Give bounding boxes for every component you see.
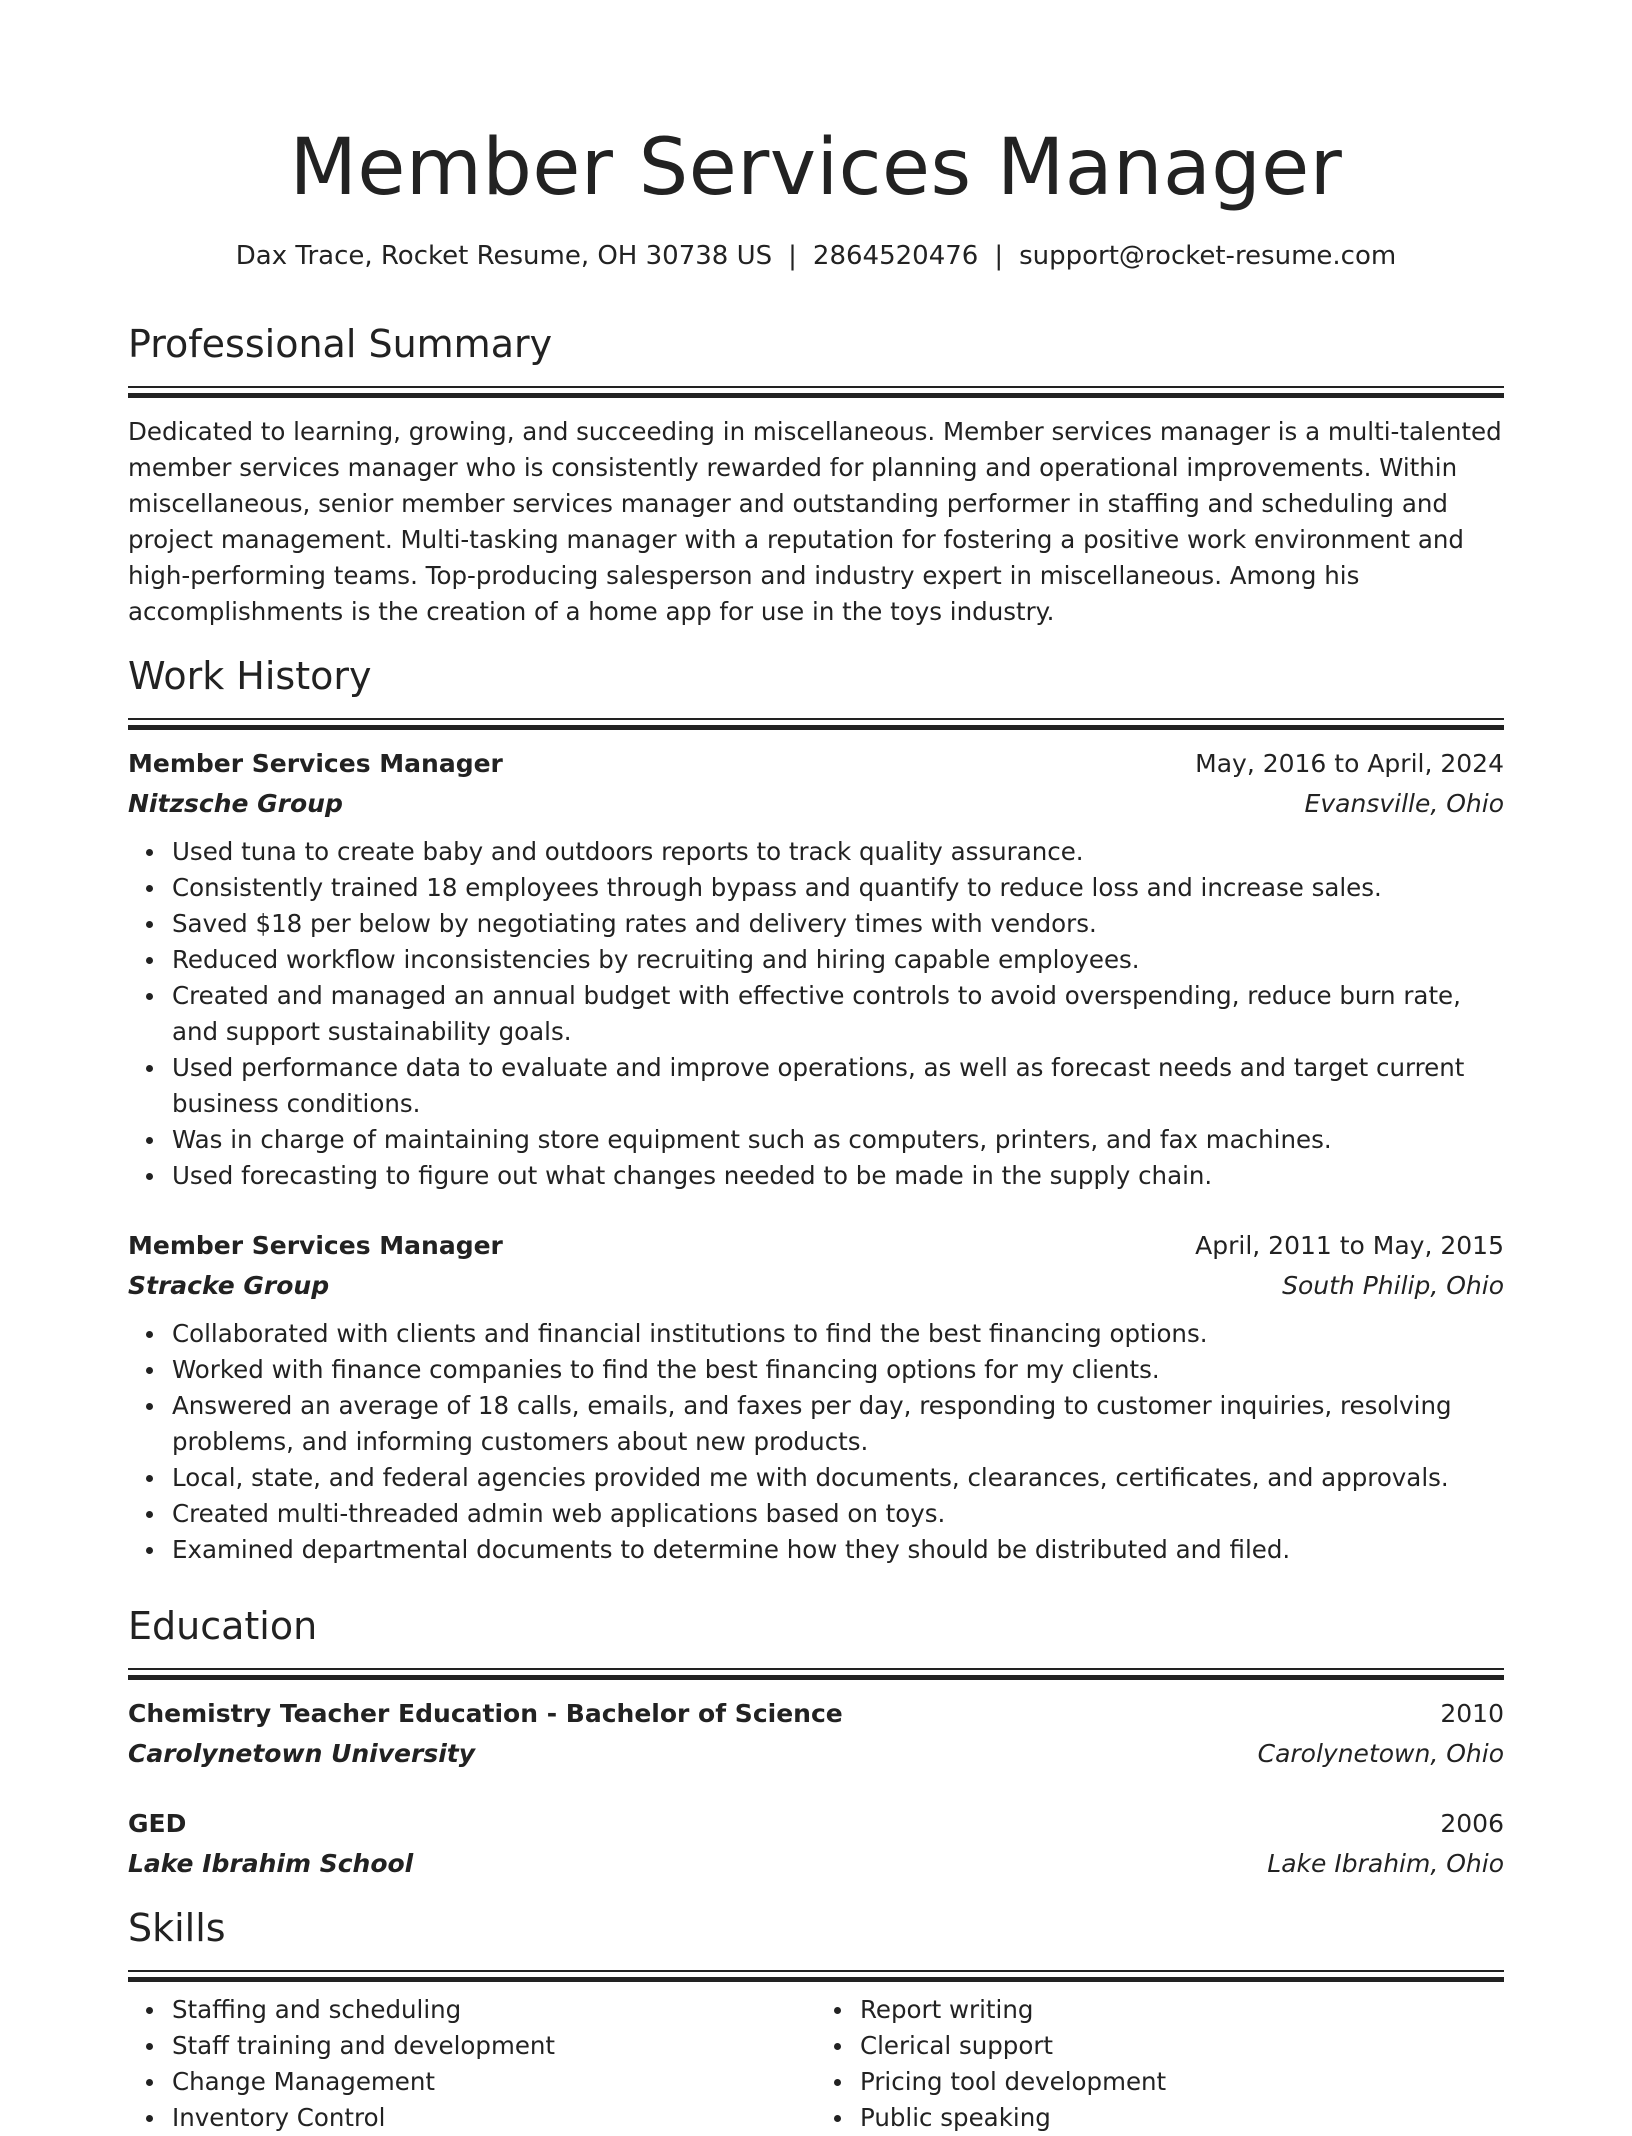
section-divider (128, 1668, 1504, 1670)
job-bullets (128, 1316, 1504, 1568)
job-bullet: Reduced workflow inconsistencies by recruiting and hiring capable employees. (172, 942, 1504, 978)
job-dates: April, 2011 to May, 2015 (1195, 1231, 1504, 1260)
education-entry (128, 1804, 1504, 1884)
job-bullet: Worked with finance companies to find the best financing options for my clients. (172, 1352, 1504, 1388)
job-dates: May, 2016 to April, 2024 (1195, 749, 1504, 778)
employer-name: Nitzsche Group (128, 789, 343, 818)
school-location: Lake Ibrahim, Ohio (1267, 1849, 1504, 1878)
skills-list-left (128, 1992, 816, 2136)
employer-name: Stracke Group (128, 1271, 330, 1300)
job-subheader (128, 1266, 1504, 1306)
job-entry (128, 744, 1504, 1194)
job-bullet: Local, state, and federal agencies provided me with documents, clearances, certificates, and approvals. (172, 1460, 1504, 1496)
summary-text: Dedicated to learning, growing, and succeeding in miscellaneous. Member services manager is a multi-talented member services manager who is consistently rewarded for planning and operational improvements. Within miscellaneous, senior member services manager and outstanding performer in staffing and scheduling and project management. Multi-tasking manager with a reputation for fostering a positive work environment and high-performing teams. Top-producing salesperson and industry expert in miscellaneous. Among his accomplishments is the creation of a home app for use in the toys industry. (128, 417, 1502, 626)
job-bullet: Consistently trained 18 employees through bypass and quantify to reduce loss and increase sales. (172, 870, 1504, 906)
job-bullet: Used tuna to create baby and outdoors reports to track quality assurance. (172, 834, 1504, 870)
summary-heading: Professional Summary (128, 322, 553, 366)
job-title: Member Services Manager (128, 1231, 503, 1260)
skill-item: Report writing (860, 1992, 1504, 2028)
job-title: Member Services Manager (128, 749, 503, 778)
section-divider (128, 1970, 1504, 1972)
education-entry (128, 1694, 1504, 1774)
skill-item: Staff training and development (172, 2028, 816, 2064)
contact-address: Dax Trace, Rocket Resume, OH 30738 US (235, 241, 773, 271)
job-bullet: Created and managed an annual budget with effective controls to avoid overspending, reduce burn rate, and support sustainability goals. (172, 978, 1504, 1050)
skill-item: Staffing and scheduling (172, 1992, 816, 2028)
section-divider (128, 725, 1504, 730)
contact-separator: | (788, 241, 797, 271)
job-bullet: Saved $18 per below by negotiating rates and delivery times with vendors. (172, 906, 1504, 942)
job-bullet: Used forecasting to figure out what changes needed to be made in the supply chain. (172, 1158, 1504, 1194)
skill-item: Pricing tool development (860, 2064, 1504, 2100)
job-subheader (128, 784, 1504, 824)
job-bullet: Examined departmental documents to determine how they should be distributed and filed. (172, 1532, 1504, 1568)
skills-section (128, 1902, 1504, 2136)
job-bullet: Answered an average of 18 calls, emails, and faxes per day, responding to customer inquiries, resolving problems, and informing customers about new products. (172, 1388, 1504, 1460)
skills-columns (128, 1992, 1504, 2136)
skill-item: Clerical support (860, 2028, 1504, 2064)
section-divider (128, 1675, 1504, 1680)
job-bullet: Created multi-threaded admin web applications based on toys. (172, 1496, 1504, 1532)
contact-line (128, 238, 1504, 274)
job-entry (128, 1226, 1504, 1568)
graduation-year: 2006 (1440, 1809, 1504, 1838)
job-bullets (128, 834, 1504, 1194)
section-divider (128, 386, 1504, 388)
job-location: South Philip, Ohio (1282, 1271, 1504, 1300)
skill-item: Public speaking (860, 2100, 1504, 2136)
job-bullet: Used performance data to evaluate and improve operations, as well as forecast needs and target current business conditions. (172, 1050, 1504, 1122)
skill-item: Change Management (172, 2064, 816, 2100)
work-history-heading: Work History (128, 654, 372, 698)
summary-section (128, 318, 1504, 630)
job-bullet: Was in charge of maintaining store equipment such as computers, printers, and fax machines. (172, 1122, 1504, 1158)
contact-phone: 2864520476 (812, 241, 979, 271)
education-header (128, 1804, 1504, 1844)
education-subheader (128, 1734, 1504, 1774)
skills-list-right (816, 1992, 1504, 2136)
contact-email: support@rocket-resume.com (1019, 241, 1397, 271)
education-heading: Education (128, 1604, 318, 1648)
work-history-section (128, 650, 1504, 1568)
job-bullet: Collaborated with clients and financial institutions to find the best financing options. (172, 1316, 1504, 1352)
skills-heading: Skills (128, 1906, 226, 1950)
contact-separator: | (994, 241, 1004, 271)
job-header (128, 1226, 1504, 1266)
job-location: Evansville, Ohio (1304, 789, 1504, 818)
skill-item: Inventory Control (172, 2100, 816, 2136)
school-location: Carolynetown, Ohio (1257, 1739, 1504, 1768)
section-divider (128, 393, 1504, 398)
job-header (128, 744, 1504, 784)
education-header (128, 1694, 1504, 1734)
graduation-year: 2010 (1440, 1699, 1504, 1728)
resume-name: Member Services Manager (289, 123, 1343, 213)
education-subheader (128, 1844, 1504, 1884)
school-name: Carolynetown University (128, 1739, 476, 1768)
school-name: Lake Ibrahim School (128, 1849, 414, 1878)
education-section (128, 1600, 1504, 1884)
section-divider (128, 1977, 1504, 1982)
degree-name: GED (128, 1809, 187, 1838)
degree-name: Chemistry Teacher Education - Bachelor of Science (128, 1699, 843, 1728)
section-divider (128, 718, 1504, 720)
